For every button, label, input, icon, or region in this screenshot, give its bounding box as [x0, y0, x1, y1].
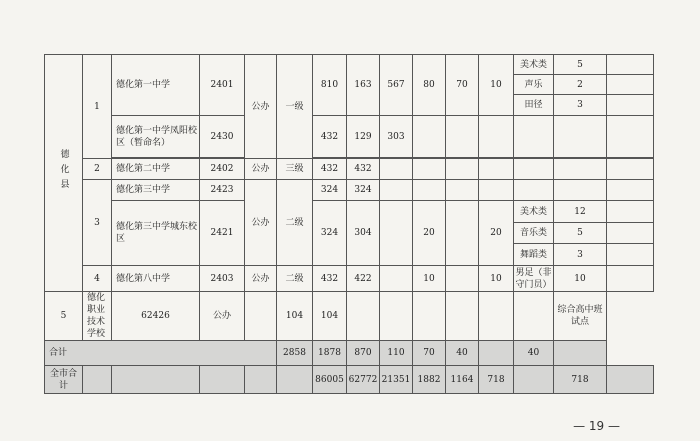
unified-plan: 1878: [313, 341, 347, 366]
specialty-number: 3: [554, 95, 607, 116]
total-plan: 432: [313, 159, 347, 180]
school-code: 2430: [200, 116, 245, 158]
specialty-number: 5: [554, 223, 607, 244]
specialty-number: 2: [554, 75, 607, 95]
row-number: 5: [45, 292, 83, 341]
total-plan: 432: [313, 116, 347, 158]
col4-value: 110: [380, 341, 413, 366]
total-plan: 324: [313, 180, 347, 201]
county-cell: 德化县: [45, 55, 83, 292]
school-type: 公办: [245, 55, 277, 159]
col4-value: 1882: [413, 366, 446, 394]
unified-plan: 129: [347, 116, 380, 158]
school-name: 德化职业技术学校: [83, 292, 112, 341]
specialty-number: 3: [554, 244, 607, 266]
city-total-row: [45, 366, 654, 394]
extra-plan: 303: [380, 116, 413, 158]
specialty-name: 美术类: [514, 55, 554, 75]
note-cell: [607, 95, 654, 116]
subtotal-label: 合计: [45, 341, 277, 366]
col5-value: 70: [446, 55, 479, 116]
school-level: 三级: [277, 159, 313, 180]
col5-value: 1164: [446, 366, 479, 394]
school-type: 公办: [200, 292, 245, 341]
school-type: 公办: [245, 266, 277, 292]
note-cell: [607, 55, 654, 75]
specialty-number: 10: [554, 266, 607, 292]
table-row: [45, 180, 654, 201]
col6-value: 20: [479, 201, 514, 266]
row-number: 3: [83, 180, 112, 266]
unified-plan: 432: [347, 159, 380, 180]
specialty-name: 声乐: [514, 75, 554, 95]
total-plan: 86005: [313, 366, 347, 394]
note-cell: 综合高中班试点: [554, 292, 607, 341]
col4-value: 10: [413, 266, 446, 292]
row-number: 4: [83, 266, 112, 292]
col6-value: 718: [479, 366, 514, 394]
total-plan: 2858: [277, 341, 313, 366]
school-code: 2401: [200, 55, 245, 116]
total-plan: 104: [277, 292, 313, 341]
school-name: 德化第一中学: [112, 55, 200, 116]
col4-value: 80: [413, 55, 446, 116]
city-total-label: 全市合计: [45, 366, 83, 394]
specialty-number: 5: [554, 55, 607, 75]
school-name: 德化第一中学凤阳校区（暂命名）: [112, 116, 200, 158]
specialty-name: 田径: [514, 95, 554, 116]
col6-value: 10: [479, 55, 514, 116]
specialty-number: 40: [514, 341, 554, 366]
row-number: 2: [83, 159, 112, 180]
school-type: 公办: [245, 159, 277, 180]
enrollment-plan-table: [44, 54, 654, 394]
school-level: 一级: [277, 55, 313, 159]
specialty-number: 718: [554, 366, 607, 394]
specialty-name: 男足（非守门员）: [515, 267, 552, 290]
unified-plan: 163: [347, 55, 380, 116]
note-cell: [607, 201, 654, 223]
total-plan: 810: [313, 55, 347, 116]
col6-value: 40: [446, 341, 479, 366]
extra-plan: 567: [380, 55, 413, 116]
table-row: [45, 201, 654, 223]
school-name: 德化第三中学: [112, 180, 200, 201]
col6-value: 10: [479, 266, 514, 292]
school-code: 2423: [200, 180, 245, 201]
total-plan: 324: [313, 201, 347, 266]
total-plan: 432: [313, 266, 347, 292]
note-cell: [607, 244, 654, 266]
col5-value: 70: [413, 341, 446, 366]
unified-plan: 104: [313, 292, 347, 341]
unified-plan: 304: [347, 201, 380, 266]
note-cell: [607, 75, 654, 95]
specialty-number: 12: [554, 201, 607, 223]
table-row: [45, 116, 654, 158]
table-row: [45, 55, 654, 75]
note-cell: [607, 223, 654, 244]
school-code: 2402: [200, 159, 245, 180]
row-number: 1: [83, 55, 112, 159]
table-row: [45, 159, 654, 180]
unified-plan: 324: [347, 180, 380, 201]
specialty-name: 美术类: [514, 201, 554, 223]
school-code: 2421: [200, 201, 245, 266]
col4-value: 20: [413, 201, 446, 266]
subtotal-row: [45, 341, 654, 366]
table-row: [45, 292, 654, 341]
school-level: 二级: [277, 180, 313, 266]
school-name: 德化第三中学城东校区: [112, 201, 200, 266]
specialty-name: 音乐类: [514, 223, 554, 244]
unified-plan: 422: [347, 266, 380, 292]
specialty-name: 舞蹈类: [514, 244, 554, 266]
school-name: 德化第八中学: [112, 266, 200, 292]
school-level: 二级: [277, 266, 313, 292]
school-code: 62426: [112, 292, 200, 341]
unified-plan: 62772: [347, 366, 380, 394]
extra-plan: 21351: [380, 366, 413, 394]
table-row: [45, 266, 654, 292]
page-number: — 19 —: [573, 419, 620, 433]
school-code: 2403: [200, 266, 245, 292]
school-name: 德化第二中学: [112, 159, 200, 180]
extra-plan: 870: [347, 341, 380, 366]
school-type: 公办: [245, 180, 277, 266]
